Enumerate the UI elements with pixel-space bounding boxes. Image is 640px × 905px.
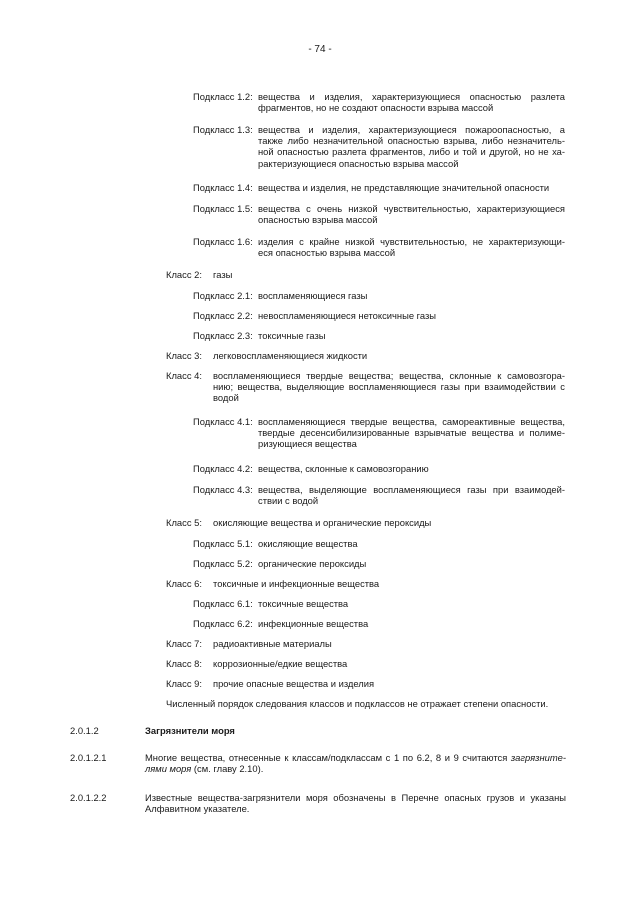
italic-term: лями моря xyxy=(145,763,192,775)
class-text: окисляющие вещества и органические пероксиды xyxy=(213,517,432,528)
class-label: Класс 5: xyxy=(166,517,202,528)
subclass-text: токсичные газы xyxy=(258,330,326,341)
section-number: 2.0.1.2.2 xyxy=(70,792,107,803)
text-line xyxy=(145,752,566,763)
class-text: коррозионные/едкие вещества xyxy=(213,658,348,669)
subclass-text xyxy=(258,416,565,450)
class-text xyxy=(213,370,565,404)
class-label: Класс 2: xyxy=(166,269,202,280)
section-number: 2.0.1.2.1 xyxy=(70,752,107,763)
subclass-label: Подкласс 2.3: xyxy=(193,330,253,341)
text-line: Алфавитном указателе. xyxy=(145,803,250,815)
subclass-label: Подкласс 1.6: xyxy=(193,236,253,247)
class-text: легковоспламеняющиеся жидкости xyxy=(213,350,368,361)
subclass-text: воспламеняющиеся газы xyxy=(258,290,368,301)
text-line: фрагментов, но не создают опасности взрыва массой xyxy=(258,102,494,114)
text-line: воспламеняющиеся твердые вещества, самореактивные вещества, xyxy=(258,416,565,427)
class-text: газы xyxy=(213,269,233,280)
subclass-text: невоспламеняющиеся нетоксичные газы xyxy=(258,310,436,321)
subclass-label: Подкласс 2.1: xyxy=(193,290,253,301)
subclass-label: Подкласс 5.1: xyxy=(193,538,253,549)
text-line: ствии с водой xyxy=(258,495,319,507)
subclass-label: Подкласс 1.5: xyxy=(193,203,253,214)
page-number: - 74 - xyxy=(308,44,332,55)
section-text xyxy=(145,792,566,814)
text-line: воспламеняющиеся твердые вещества; вещества, склонные к самовозгора- xyxy=(213,370,565,381)
subclass-text: органические пероксиды xyxy=(258,558,367,569)
text-line: вещества и изделия, характеризующиеся пожароопасностью, а xyxy=(258,124,565,135)
text-line: вещества, склонные к самовозгоранию xyxy=(258,463,429,474)
text-line: ной опасностью разлета фрагментов, либо и той и другой, но не ха- xyxy=(258,146,565,158)
subclass-text xyxy=(258,463,565,474)
subclass-text xyxy=(258,91,565,113)
text-segment: (см. главу 2.10). xyxy=(191,763,264,775)
subclass-label: Подкласс 5.2: xyxy=(193,558,253,569)
text-line: вещества с очень низкой чувствительностью, характеризующиеся xyxy=(258,203,565,214)
subclass-text xyxy=(258,236,565,258)
text-line: также либо незначительной опасностью взрыва, либо незначитель- xyxy=(258,135,565,147)
text-line xyxy=(145,763,566,774)
subclass-label: Подкласс 4.3: xyxy=(193,484,253,495)
text-line: еся опасностью взрыва массой xyxy=(258,247,396,259)
subclass-label: Подкласс 1.2: xyxy=(193,91,253,102)
text-line: ризующиеся вещества xyxy=(258,438,357,450)
italic-term: загрязните- xyxy=(510,752,566,763)
text-line: вещества и изделия, не представляющие значительной опасности xyxy=(258,182,550,193)
class-label: Класс 3: xyxy=(166,350,202,361)
subclass-label: Подкласс 6.1: xyxy=(193,598,253,609)
class-label: Класс 8: xyxy=(166,658,202,669)
subclass-label: Подкласс 1.3: xyxy=(193,124,253,135)
class-text: радиоактивные материалы xyxy=(213,638,332,649)
subclass-label: Подкласс 4.1: xyxy=(193,416,253,427)
text-line: изделия с крайне низкой чувствительностью, не характеризующи- xyxy=(258,236,565,247)
section-text xyxy=(145,752,566,774)
section-title: Загрязнители моря xyxy=(145,725,235,736)
class-text: прочие опасные вещества и изделия xyxy=(213,678,375,689)
class-label: Класс 4: xyxy=(166,370,202,381)
text-line: Известные вещества-загрязнители моря обозначены в Перечне опасных грузов и указаны xyxy=(145,792,566,803)
class-text: токсичные и инфекционные вещества xyxy=(213,578,380,589)
subclass-text: инфекционные вещества xyxy=(258,618,369,629)
class-label: Класс 7: xyxy=(166,638,202,649)
text-line: вещества и изделия, характеризующиеся опасностью разлета xyxy=(258,91,565,102)
text-segment: Многие вещества, отнесенные к классам/подклассам с 1 по 6.2, 8 и 9 считаются xyxy=(145,752,511,763)
text-line: опасностью взрыва массой xyxy=(258,214,378,226)
text-line: водой xyxy=(213,392,239,404)
subclass-text xyxy=(258,124,565,169)
class-label: Класс 6: xyxy=(166,578,202,589)
section-number: 2.0.1.2 xyxy=(70,725,99,736)
text-line: рактеризующиеся опасностью взрыва массой xyxy=(258,157,459,169)
subclass-label: Подкласс 4.2: xyxy=(193,463,253,474)
text-line: нию; вещества, выделяющие воспламеняющиеся газы при взаимодействии с xyxy=(213,381,565,393)
subclass-text xyxy=(258,203,565,225)
subclass-text xyxy=(258,484,565,506)
class-label: Класс 9: xyxy=(166,678,202,689)
order-note: Численный порядок следования классов и подклассов не отражает степени опасности. xyxy=(166,698,549,709)
subclass-text: окисляющие вещества xyxy=(258,538,358,549)
subclass-text xyxy=(258,182,565,193)
subclass-label: Подкласс 6.2: xyxy=(193,618,253,629)
text-line: вещества, выделяющие воспламеняющиеся газы при взаимодей- xyxy=(258,484,565,495)
subclass-text: токсичные вещества xyxy=(258,598,349,609)
text-line: твердые десенсибилизированные взрывчатые вещества и полиме- xyxy=(258,427,565,439)
subclass-label: Подкласс 1.4: xyxy=(193,182,253,193)
subclass-label: Подкласс 2.2: xyxy=(193,310,253,321)
